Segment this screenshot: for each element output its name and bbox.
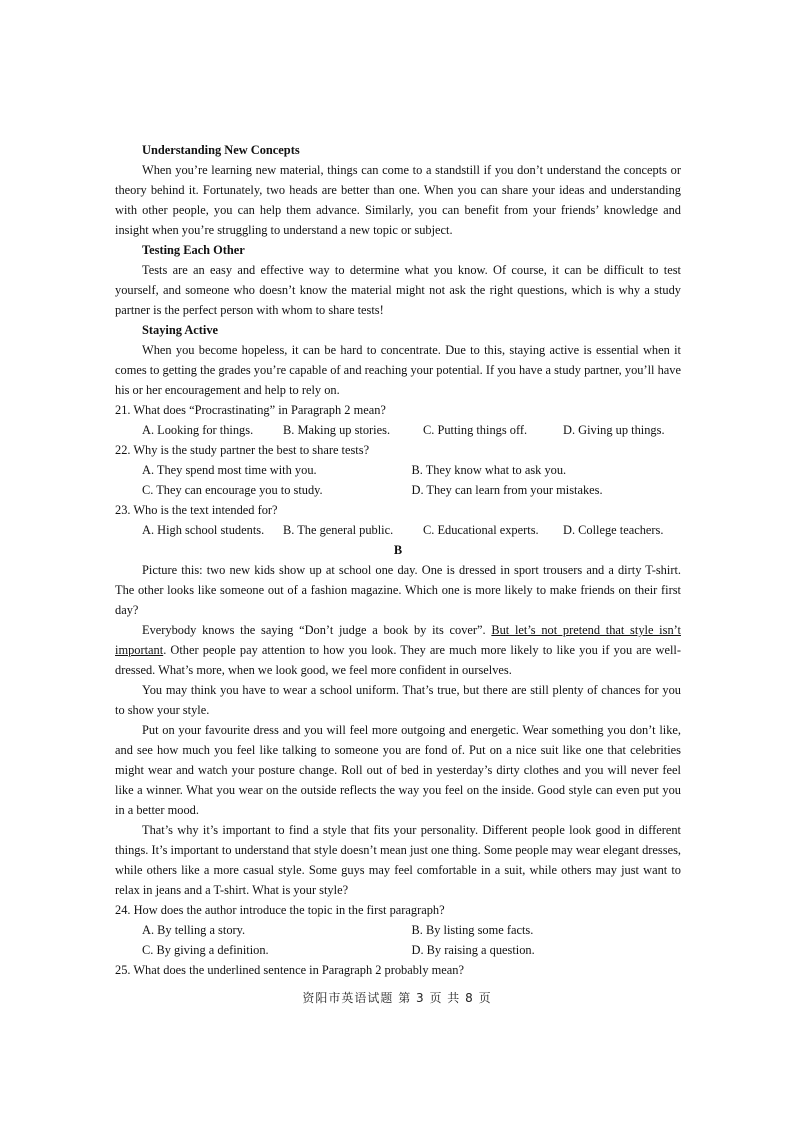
option-d: D. Giving up things. (563, 423, 665, 437)
option-d: D. By raising a question. (411, 943, 535, 957)
question-24: 24. How does the author introduce the topic in the first paragraph? (115, 903, 445, 917)
option-c: C. Educational experts. (423, 523, 539, 537)
option-a: A. They spend most time with you. (142, 463, 317, 477)
option-c: C. Putting things off. (423, 423, 528, 437)
paragraph-testing: Tests are an easy and effective way to determine what you know. Of course, it can be difficult to test yourself, and someone who doesn’t know the material might not ask the right questions, which is why a study partner is the perfect person with whom to share tests! (115, 263, 681, 317)
heading-active: Staying Active (142, 323, 219, 337)
question-22: 22. Why is the study partner the best to share tests? (115, 443, 370, 457)
paragraph-b4: Put on your favourite dress and you will feel more outgoing and energetic. Wear something you don’t like, and see how much you feel like talking to someone you are fond of. Put on a nice suit like one that celebrities might wear and watch your posture change. Roll out of bed in yesterday’s dirty clothes and you will never feel like a winner. What you wear on the outside reflects the way you feel on the inside. Good style can even put you in a better mood. (115, 723, 681, 817)
paragraph-b2 (115, 620, 681, 680)
option-a: A. Looking for things. (142, 423, 254, 437)
option-c: C. They can encourage you to study. (142, 483, 323, 497)
option-b: B. The general public. (283, 523, 394, 537)
option-a: A. High school students. (142, 523, 265, 537)
question-25: 25. What does the underlined sentence in Paragraph 2 probably mean? (115, 963, 465, 977)
option-b: B. Making up stories. (283, 423, 391, 437)
question-24-options-row2 (115, 940, 681, 960)
option-d: D. College teachers. (563, 523, 664, 537)
option-a: A. By telling a story. (142, 923, 246, 937)
paragraph-b2-start: Everybody knows the saying “Don’t judge a book by its cover”. (142, 623, 492, 637)
question-21: 21. What does “Procrastinating” in Paragraph 2 mean? (115, 403, 386, 417)
paragraph-understanding: When you’re learning new material, things can come to a standstill if you don’t understand the concepts or theory behind it. Fortunately, two heads are better than one. When you can share your ideas and understanding with other people, you can help them advance. Similarly, you can benefit from your friends’ knowledge and insight when you’re struggling to understand a new topic or subject. (115, 163, 681, 237)
heading-testing: Testing Each Other (142, 243, 245, 257)
paragraph-b5: That’s why it’s important to find a style that fits your personality. Different people look good in different things. It’s important to understand that style doesn’t mean just one thing. Some people may wear elegant dresses, while others like a more casual style. Some guys may feel comfortable in a suit, while others may just want to relax in jeans and a T-shirt. What is your style? (115, 823, 681, 897)
question-23-options (115, 520, 681, 540)
question-24-options-row1 (115, 920, 681, 940)
heading-understanding: Understanding New Concepts (142, 143, 300, 157)
paragraph-active: When you become hopeless, it can be hard to concentrate. Due to this, staying active is essential when it comes to getting the grades you’re capable of and reaching your potential. If you have a study partner, you’ll have his or her encouragement and help to rely on. (115, 343, 681, 397)
option-b: B. They know what to ask you. (411, 463, 567, 477)
section-b-label: B (393, 543, 403, 557)
option-c: C. By giving a definition. (142, 943, 269, 957)
option-d: D. They can learn from your mistakes. (411, 483, 603, 497)
question-22-options-row2 (115, 480, 681, 500)
paragraph-b3: You may think you have to wear a school uniform. That’s true, but there are still plenty of chances for you to show your style. (115, 683, 681, 717)
question-21-options (115, 420, 681, 440)
page-footer: 资阳市英语试题 第 3 页 共 8 页 (302, 991, 492, 1005)
paragraph-b1: Picture this: two new kids show up at school one day. One is dressed in sport trousers and a dirty T-shirt. The other looks like someone out of a fashion magazine. Which one is more likely to make friends on their first day? (115, 563, 681, 617)
option-b: B. By listing some facts. (411, 923, 534, 937)
underlined-sentence: But let’s not pretend that style isn’t important (115, 623, 681, 657)
paragraph-b2-end: . Other people pay attention to how you look. They are much more likely to like you if you are well-dressed. What’s more, when we look good, we feel more confident in ourselves. (115, 643, 681, 677)
exam-page (115, 140, 681, 980)
question-23: 23. Who is the text intended for? (115, 503, 278, 517)
question-22-options-row1 (115, 460, 681, 480)
